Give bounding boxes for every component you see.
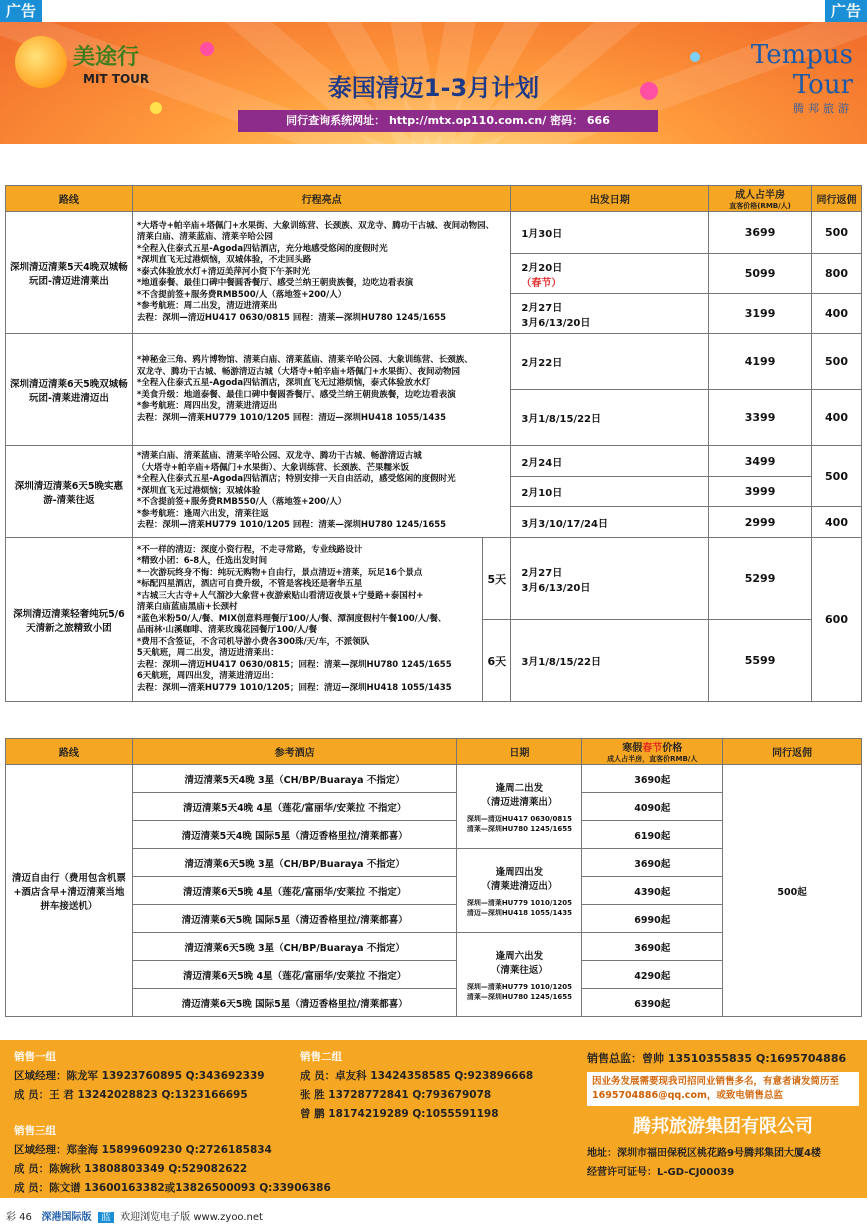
logo-right-cn: 腾邦旅游 xyxy=(793,102,853,115)
highlight-line: *精致小团：6-8人，任选出发时间 xyxy=(136,556,268,567)
highlights-cell xyxy=(132,446,511,538)
peer-commission: 400 xyxy=(812,390,862,446)
highlights-cell xyxy=(132,212,511,334)
highlight-line: *不一样的清迈：深度小资行程，不走寻常路，专业线路设计 xyxy=(136,544,363,555)
highlight-line: *深圳直飞无过港烦恼，双城体验，不走回头路 xyxy=(136,255,312,266)
hotel-price: 3690起 xyxy=(582,849,723,877)
sales-group-3 xyxy=(14,1122,331,1198)
highlight-line: *美食升级：地道泰餐、最佳口碑中餐圆香餐厅、感受兰纳王朝贵族餐，边吃边看表演 xyxy=(136,389,456,400)
highlight-line: 双龙寺、腾功干古城、畅游清迈古城（大塔寺+帕辛庙+塔佩门+水果街）、夜间动物园 xyxy=(136,366,460,377)
highlight-line: *全程入住泰式五星-Agoda四钻酒店；特别安排一天自由活动，感受悠闲的度假时光 xyxy=(136,474,456,485)
highlight-line: 清莱白庙、清莱蓝庙、清莱辛哈公园 xyxy=(136,232,273,243)
price: 5099 xyxy=(709,254,812,294)
group-title: 销售一组 xyxy=(14,1051,56,1063)
hotel-option: 清迈清莱6天5晚 国际5星（清迈香格里拉/清莱都喜） xyxy=(132,989,457,1017)
group-flight: 深圳—清莱HU779 1010/1205 清迈—深圳HU418 1055/1435 xyxy=(466,898,572,917)
departure-date: 2月24日 xyxy=(511,446,709,477)
peer-commission: 500 xyxy=(812,334,862,390)
group-date: 逢周六出发 （清莱往返） xyxy=(490,950,548,976)
page-number: 彩 46 xyxy=(6,1212,32,1223)
peer-commission: 500 xyxy=(812,446,862,507)
highlight-line: *费用不含签证，不含司机导游小费各300珠/天/车，不派领队 xyxy=(136,636,370,647)
hotel-price: 6990起 xyxy=(582,905,723,933)
departure-date: 2月27日 3月6/13/20日 xyxy=(511,294,709,334)
price: 3499 xyxy=(709,446,812,477)
peer-commission: 400 xyxy=(812,294,862,334)
departure-date: 2月22日 xyxy=(511,334,709,390)
peer-commission: 400 xyxy=(812,507,862,538)
highlight-line: 6天航班，周四出发，清莱进清迈出： xyxy=(136,671,279,682)
group-title: 销售三组 xyxy=(14,1125,56,1137)
hotel-price: 4390起 xyxy=(582,877,723,905)
group-date: 逢周四出发 （清莱进清迈出） xyxy=(481,866,558,892)
highlight-line: *全程入住泰式五星-Agoda四钻酒店，充分地感受悠闲的度假时光 xyxy=(136,243,388,254)
hotel-option: 清迈清莱5天4晚 4星（莲花/富丽华/安莱拉 不指定） xyxy=(132,793,457,821)
company-info xyxy=(587,1050,859,1178)
logo-left-cn: 美途行 xyxy=(73,45,140,70)
header-price-post: 价格 xyxy=(662,743,683,754)
ad-label-left: 广告 xyxy=(0,0,42,22)
highlight-line: *标配四星酒店，酒店可自费升级，不管是客栈还是奢华五星 xyxy=(136,579,363,590)
header-hotel: 参考酒店 xyxy=(132,739,457,765)
peer-commission: 800 xyxy=(812,254,862,294)
company-address: 地址：深圳市福田保税区桃花路9号腾邦集团大厦4楼 xyxy=(587,1148,821,1159)
hotel-price: 4290起 xyxy=(582,961,723,989)
logo-right-en: Tempus Tour xyxy=(750,40,853,100)
company-license: 经营许可证号：L-GD-CJ00039 xyxy=(587,1167,735,1178)
highlight-line: *大塔寺+帕辛庙+塔佩门+水果街、大象训练营、长颈族、双龙寺、腾功干古城、夜间动物园、 xyxy=(136,220,495,231)
departure-date: 2月10日 xyxy=(511,477,709,507)
contact-line: 张 胜 13728772841 Q:793679078 xyxy=(300,1089,492,1101)
highlight-line: *清莱白庙、清莱蓝庙、清莱辛哈公园、双龙寺、腾功干古城、畅游清迈古城 xyxy=(136,451,422,462)
header-price xyxy=(582,739,723,765)
highlight-line: 5天航班，周二出发，清迈进清莱出： xyxy=(136,648,279,659)
itinerary-table xyxy=(5,185,862,702)
header-price-red: 春节 xyxy=(642,743,663,754)
route-cell: 深圳清迈清莱轻奢纯玩5/6天清新之旅精致小团 xyxy=(6,538,133,702)
price: 4199 xyxy=(709,334,812,390)
highlight-line: 去程：深圳—清莱HU779 1010/1205；回程：清迈—深圳HU418 1055/1435 xyxy=(136,682,452,693)
departure-date xyxy=(511,254,709,294)
highlight-line: 去程：深圳—清迈HU417 0630/0815；回程：清莱—深圳HU780 1245/1655 xyxy=(136,659,452,670)
tour-days: 5天 xyxy=(483,538,511,620)
sales-group-1 xyxy=(14,1048,265,1105)
hotel-option: 清迈清莱6天5晚 国际5星（清迈香格里拉/清莱都喜） xyxy=(132,905,457,933)
sales-footer xyxy=(0,1040,867,1198)
highlight-line: 去程：深圳—清莱HU779 1010/1205 回程：清莱—深圳HU780 1245/1655 xyxy=(136,520,447,531)
ad-label-right: 广告 xyxy=(825,0,867,22)
price: 5599 xyxy=(709,620,812,702)
banner xyxy=(0,22,867,144)
hotel-option: 清迈清莱6天5晚 3星（CH/BP/Buaraya 不指定） xyxy=(132,849,457,877)
contact-line: 曾 鹏 18174219289 Q:1055591198 xyxy=(300,1108,499,1120)
group-flight: 深圳—清迈HU417 0630/0815 清莱—深圳HU780 1245/1655 xyxy=(466,814,572,833)
site-link[interactable]: 欢迎浏览电子版 www.zyoo.net xyxy=(120,1212,263,1223)
hotel-price: 3690起 xyxy=(582,933,723,961)
edition-name: 深港国际版 xyxy=(41,1212,92,1223)
highlight-line: *深圳直飞无过港烦恼；双城体验 xyxy=(136,485,261,496)
departure-date: 2月27日 3月6/13/20日 xyxy=(511,538,709,620)
header-peer: 同行返佣 xyxy=(723,739,862,765)
hotel-option: 清迈清莱6天5晚 4星（莲花/富丽华/安莱拉 不指定） xyxy=(132,961,457,989)
tour-days: 6天 xyxy=(483,620,511,702)
departure-date: 3月1/8/15/22日 xyxy=(511,390,709,446)
contact-line: 区域经理：郑奎海 15899609230 Q:2726185834 xyxy=(14,1144,272,1156)
highlight-line: *不含提前签+服务费RMB500/人（落地签+200/人） xyxy=(136,289,347,300)
page-title: 泰国清迈1-3月计划 xyxy=(327,74,540,102)
highlights-cell xyxy=(132,538,483,702)
highlight-line: *一次游玩终身不悔：纯玩无购物+自由行，景点清迈+清莱，玩足16个景点 xyxy=(136,567,423,578)
departure-group xyxy=(457,849,582,933)
highlight-line: *参考航班：周四出发，清莱进清迈出 xyxy=(136,401,278,411)
highlight-line: *参考航班：逢周六出发，清莱往返 xyxy=(136,508,269,519)
peer-commission: 600 xyxy=(812,538,862,702)
edition-badge: 蓝 xyxy=(98,1212,114,1223)
header-date: 日期 xyxy=(457,739,582,765)
highlight-line: （大塔寺+帕辛庙+塔佩门+水果街）、大象训练营、长颈族、芒果糯米饭 xyxy=(136,462,409,473)
departure-date: 3月1/8/15/22日 xyxy=(511,620,709,702)
route-cell: 深圳清迈清莱6天5晚双城畅玩团-清莱进清迈出 xyxy=(6,334,133,446)
departure-date: 3月3/10/17/24日 xyxy=(511,507,709,538)
free-travel-peer: 500起 xyxy=(723,765,862,1017)
highlight-line: *参考航班：周二出发，清迈进清莱出 xyxy=(136,301,278,312)
contact-line: 成 员：王 君 13242028823 Q:1323166695 xyxy=(14,1089,248,1101)
hotel-option: 清迈清莱6天5晚 3星（CH/BP/Buaraya 不指定） xyxy=(132,933,457,961)
highlight-line: *蓝色米粉50/人/餐、MIX创意料理餐厅100/人/餐、潭洞度假村午餐100/人/餐、 xyxy=(136,613,447,624)
highlight-line: *地道泰餐、最佳口碑中餐圆香餐厅、感受兰纳王朝贵族餐，边吃边看表演 xyxy=(136,278,414,289)
contact-line: 成 员：卓友科 13424358585 Q:923896668 xyxy=(300,1070,534,1082)
highlight-line: 去程：深圳—清迈HU417 0630/0815 回程：清莱—深圳HU780 1245/1655 xyxy=(136,312,447,323)
free-travel-route: 清迈自由行（费用包含机票+酒店含早+清迈清莱当地拼车接送机） xyxy=(6,765,133,1017)
header-route: 路线 xyxy=(6,739,133,765)
recruit-notice: 因业务发展需要现我司招同业销售多名，有意者请发简历至1695704886@qq.com，或致电销售总监 xyxy=(587,1072,859,1106)
peer-commission: 500 xyxy=(812,212,862,254)
departure-group xyxy=(457,765,582,849)
hotel-price: 6190起 xyxy=(582,821,723,849)
holiday-note: （春节） xyxy=(521,277,562,289)
hotel-price: 4090起 xyxy=(582,793,723,821)
bottom-bar xyxy=(0,1206,867,1230)
highlight-line: 品雨林·山溪咖啡、清莱玫瑰花园餐厅100/人/餐 xyxy=(136,625,318,636)
highlight-line: *神秘金三角、鸦片博物馆、清莱白庙、清莱蓝庙、清莱辛哈公园、大象训练营、长颈族、 xyxy=(136,355,473,365)
header-date: 出发日期 xyxy=(511,186,709,212)
highlight-line: *泰式体验放水灯+清迈美萍河小资下午茶时光 xyxy=(136,266,310,277)
header-price-main: 成人占半房 xyxy=(735,190,786,201)
price: 3699 xyxy=(709,212,812,254)
price: 3999 xyxy=(709,477,812,507)
free-travel-table xyxy=(5,738,862,1017)
query-url-bar: 同行查询系统网址： http://mtx.op110.com.cn/ 密码： 666 xyxy=(238,110,658,132)
departure-date-text: 2月20日 xyxy=(521,262,563,274)
company-name: 腾邦旅游集团有限公司 xyxy=(633,1116,813,1137)
highlight-line: *全程入住泰式五星-Agoda四钻酒店，深圳直飞无过港烦恼，泰式体验放水灯 xyxy=(136,378,431,388)
sales-director: 销售总监：曾帅 13510355835 Q:1695704886 xyxy=(587,1052,847,1065)
hotel-option: 清迈清莱5天4晚 国际5星（清迈香格里拉/清莱都喜） xyxy=(132,821,457,849)
header-price-pre: 寒假 xyxy=(622,743,643,754)
hotel-price: 3690起 xyxy=(582,765,723,793)
highlight-line: *古城三大古寺+人气溜沙大象营+夜游索贴山看清迈夜景+宁曼路+泰国村+ xyxy=(136,590,424,601)
group-date: 逢周二出发 （清迈进清莱出） xyxy=(481,782,558,808)
highlights-cell xyxy=(132,334,511,446)
hotel-option: 清迈清莱6天5晚 4星（莲花/富丽华/安莱拉 不指定） xyxy=(132,877,457,905)
hotel-option: 清迈清莱5天4晚 3星（CH/BP/Buaraya 不指定） xyxy=(132,765,457,793)
sales-group-2 xyxy=(300,1048,533,1124)
price: 3399 xyxy=(709,390,812,446)
highlight-line: 清莱白庙蓝庙黑庙+长颈村 xyxy=(136,602,238,613)
departure-date: 1月30日 xyxy=(511,212,709,254)
logo-left-en: MIT TOUR xyxy=(83,72,150,86)
price: 5299 xyxy=(709,538,812,620)
contact-line: 区域经理：陈龙军 13923760895 Q:343692339 xyxy=(14,1070,265,1082)
header-peer: 同行返佣 xyxy=(812,186,862,212)
group-title: 销售二组 xyxy=(300,1051,342,1063)
contact-line: 成 员：陈文谱 13600163382或13826500093 Q:33906386 xyxy=(14,1182,331,1194)
highlight-line: *不含提前签+服务费RMB550/人（落地签+200/人） xyxy=(136,497,347,508)
route-cell: 深圳清迈清莱6天5晚实惠游-清莱往返 xyxy=(6,446,133,538)
header-price-sub: 直客价格(RMB/人) xyxy=(729,202,791,210)
contact-line: 成 员：陈婉秋 13808803349 Q:529082622 xyxy=(14,1163,248,1175)
header-price xyxy=(709,186,812,212)
departure-group xyxy=(457,933,582,1017)
price: 3199 xyxy=(709,294,812,334)
route-cell: 深圳清迈清莱5天4晚双城畅玩团-清迈进清莱出 xyxy=(6,212,133,334)
price: 2999 xyxy=(709,507,812,538)
group-flight: 深圳—清莱HU779 1010/1205 清莱—深圳HU780 1245/1655 xyxy=(466,982,572,1001)
highlight-line: 去程：深圳—清莱HU779 1010/1205 回程：清迈—深圳HU418 1055/1435 xyxy=(136,412,447,423)
header-price-sub: 成人占半房，直客价RMB/人 xyxy=(607,755,698,763)
header-highlights: 行程亮点 xyxy=(132,186,511,212)
hotel-price: 6390起 xyxy=(582,989,723,1017)
header-route: 路线 xyxy=(6,186,133,212)
